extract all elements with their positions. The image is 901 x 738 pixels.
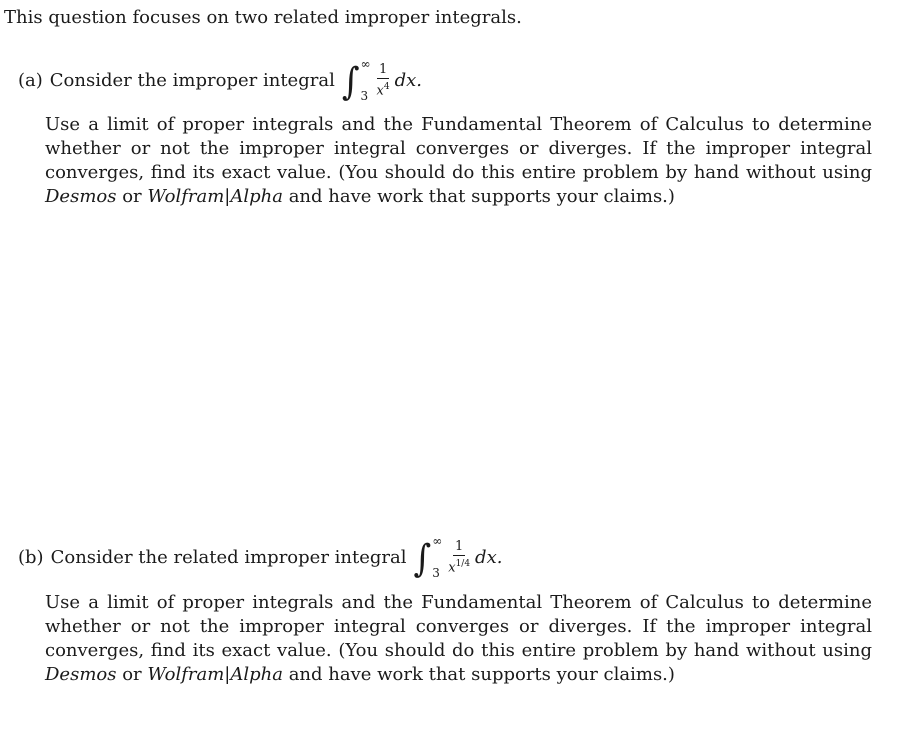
part-b-denominator-exponent: 1/4 xyxy=(455,559,471,570)
part-b-tool-wolfram: Wolfram|Alpha xyxy=(147,664,283,685)
part-b-lower-limit: 3 xyxy=(432,566,440,580)
part-b-integral xyxy=(413,534,503,581)
part-a-upper-limit: ∞ xyxy=(360,57,371,71)
part-a-denominator xyxy=(377,79,390,98)
part-a-body-start: Use a limit of proper integrals and the Fundamental Theorem of Calculus to determine whether or not the improper integral converges or diverges. If the improper integral converges, find its exact value. (You should do this entire problem by hand without using xyxy=(45,114,872,183)
part-a-prompt: Consider the improper integral xyxy=(49,70,335,91)
part-b-label: (b) xyxy=(18,547,44,568)
part-b-or: or xyxy=(116,664,148,685)
part-a-integral xyxy=(341,57,423,104)
part-b-denominator xyxy=(448,556,470,575)
part-a-numerator: 1 xyxy=(378,62,388,78)
part-a-denominator-exponent: 4 xyxy=(383,82,390,93)
part-a-body-end: and have work that supports your claims.) xyxy=(282,186,675,207)
part-b-denominator-base: x xyxy=(448,560,456,576)
part-b-upper-limit: ∞ xyxy=(432,534,443,548)
part-b-numerator: 1 xyxy=(454,539,464,555)
part-a-integrand xyxy=(377,63,390,98)
integral-sign-icon: ∫ xyxy=(341,60,360,104)
part-a-tool-desmos: Desmos xyxy=(45,186,117,207)
question-intro: This question focuses on two related improper integrals. xyxy=(4,7,522,28)
part-a-limits xyxy=(360,57,371,103)
part-a-or: or xyxy=(116,186,148,207)
part-b-prompt-line xyxy=(18,534,503,581)
part-a-lower-limit: 3 xyxy=(360,89,369,103)
part-a-label: (a) xyxy=(18,70,43,91)
part-b-body-start: Use a limit of proper integrals and the Fundamental Theorem of Calculus to determine whether or not the improper integral converges or diverges. If the improper integral converges, find its exact value. (You should do this entire problem by hand without using xyxy=(45,592,872,661)
part-b-limits xyxy=(432,534,443,580)
part-b-prompt: Consider the related improper integral xyxy=(50,547,407,568)
part-b-integrand xyxy=(448,540,470,575)
part-b-tool-desmos: Desmos xyxy=(45,664,117,685)
part-a-tool-wolfram: Wolfram|Alpha xyxy=(147,186,283,207)
part-b-differential: dx. xyxy=(475,547,503,568)
part-a-denominator-base: x xyxy=(376,83,384,99)
part-a-instructions xyxy=(45,113,872,209)
part-a-differential: dx. xyxy=(394,70,423,91)
part-b-instructions xyxy=(45,591,872,687)
integral-sign-icon: ∫ xyxy=(413,537,432,581)
part-b-body-end: and have work that supports your claims.) xyxy=(282,664,675,685)
part-a-prompt-line xyxy=(18,57,423,104)
